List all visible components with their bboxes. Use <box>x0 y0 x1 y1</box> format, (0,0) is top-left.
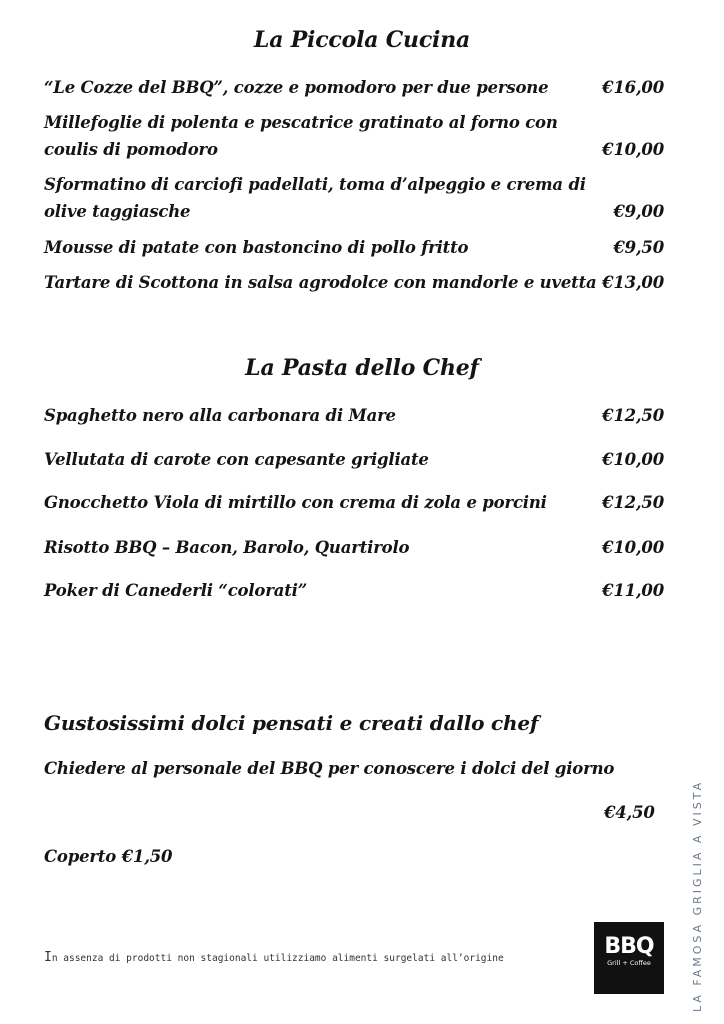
menu-item-name: Mousse di patate con bastoncino di pollo fritto <box>44 238 469 257</box>
menu-item-name: Millefoglie di polenta e pescatrice gratinato al forno con coulis di pomodoro <box>44 113 558 159</box>
bbq-logo <box>594 922 664 994</box>
menu-item-name: “Le Cozze del BBQ”, cozze e pomodoro per due persone <box>44 78 549 97</box>
side-tagline: LA FAMOSA GRIGLIA A VISTA <box>691 779 704 1012</box>
section-title-piccola-cucina: La Piccola Cucina <box>253 27 471 53</box>
menu-item-name: Sformatino di carciofi padellati, toma d’alpeggio e crema di olive taggiasche <box>44 175 586 221</box>
menu-item-name: Spaghetto nero alla carbonara di Mare <box>44 406 396 425</box>
menu-item-name: Poker di Canederli “colorati” <box>44 581 307 600</box>
menu-item <box>44 109 664 163</box>
menu-item <box>44 171 664 225</box>
menu-item-name: Vellutata di carote con capesante grigliate <box>44 450 429 469</box>
menu-item <box>44 489 664 516</box>
footnote <box>44 950 504 965</box>
menu-item <box>44 234 664 261</box>
menu-item-name: Tartare di Scottona in salsa agrodolce con mandorle e uvetta <box>44 273 597 292</box>
logo-mark: BBQ <box>604 934 654 959</box>
menu-item-name: Risotto BBQ – Bacon, Barolo, Quartirolo <box>44 538 410 557</box>
menu-item-price: €10,00 <box>602 538 664 557</box>
menu-item-name: Gnocchetto Viola di mirtillo con crema di zola e porcini <box>44 493 547 512</box>
menu-item <box>44 402 664 429</box>
footnote-text: n assenza di prodotti non stagionali utilizziamo alimenti surgelati all’origine <box>51 953 504 964</box>
menu-item <box>44 577 664 604</box>
desserts-text: Chiedere al personale del BBQ per conoscere i dolci del giorno <box>44 759 615 778</box>
section-title-pasta-chef: La Pasta dello Chef <box>245 355 479 381</box>
menu-item-price: €13,00 <box>602 273 664 292</box>
logo-subtitle: Grill + Coffee <box>607 959 651 967</box>
menu-item <box>44 446 664 473</box>
menu-item <box>44 269 664 296</box>
menu-item <box>44 534 664 561</box>
menu-item-price: €12,50 <box>602 406 664 425</box>
menu-item-price: €9,00 <box>613 202 664 221</box>
footnote-initial: I <box>44 950 52 965</box>
menu-item-price: €11,00 <box>602 581 664 600</box>
menu-item-price: €10,00 <box>602 140 664 159</box>
coperto-text: Coperto €1,50 <box>44 847 173 866</box>
menu-item-price: €9,50 <box>613 238 664 257</box>
menu-item <box>44 74 664 101</box>
menu-item-price: €10,00 <box>602 450 664 469</box>
desserts-price: €4,50 <box>604 803 655 822</box>
menu-item-price: €16,00 <box>602 78 664 97</box>
desserts-title: Gustosissimi dolci pensati e creati dallo chef <box>44 711 539 735</box>
menu-item-price: €12,50 <box>602 493 664 512</box>
